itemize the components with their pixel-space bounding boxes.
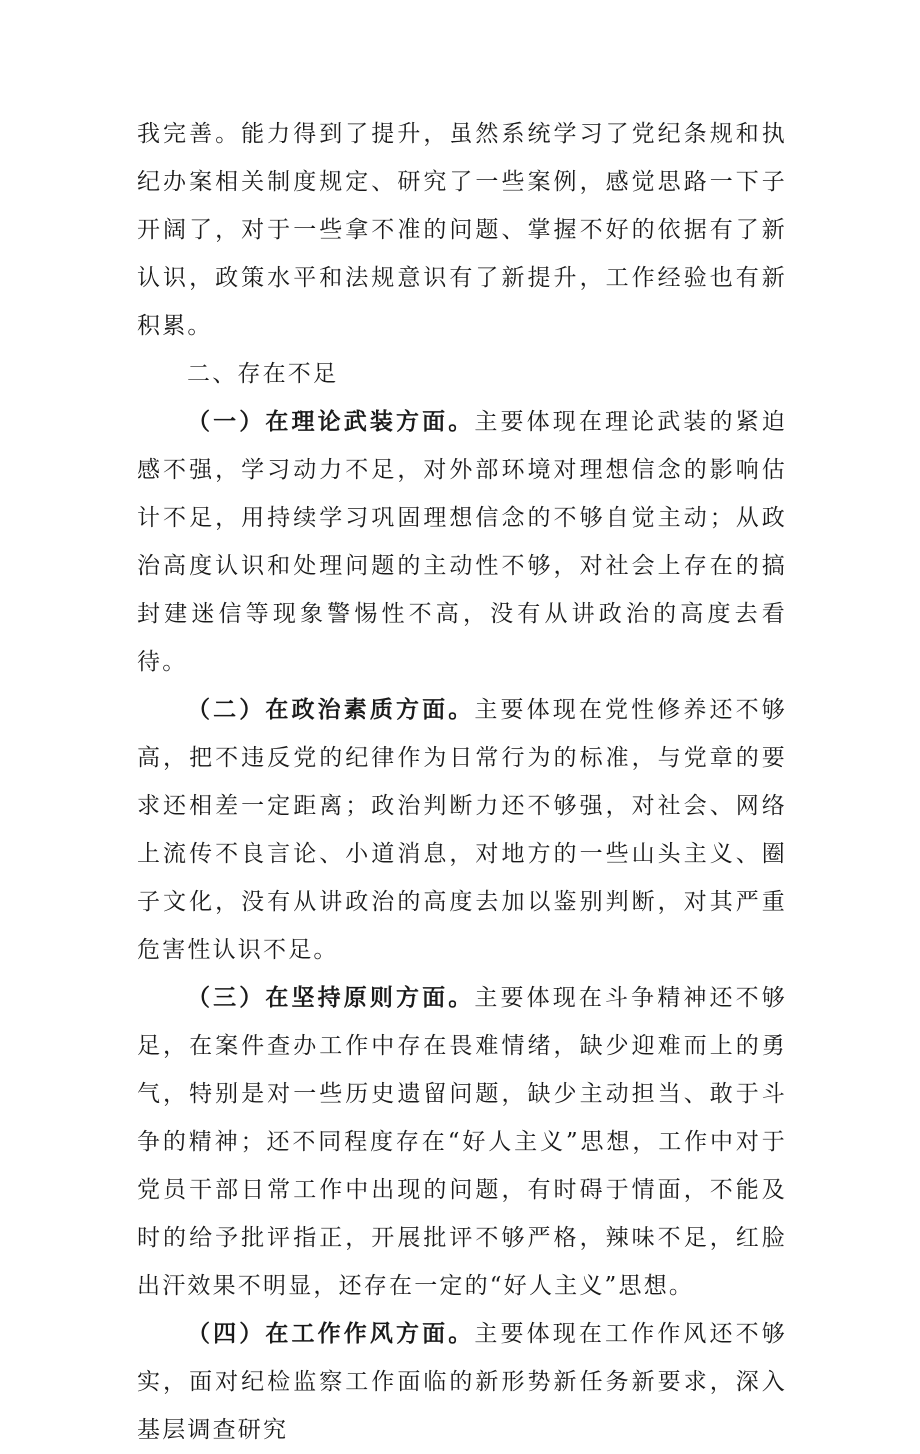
item-paragraph-1	[137, 398, 787, 686]
item-body-2: 主要体现在党性修养还不够高，把不违反党的纪律作为日常行为的标准，与党章的要求还相差一定距离；政治判断力还不够强，对社会、网络上流传不良言论、小道消息，对地方的一些山头主义、圈子文化，没有从讲政治的高度去加以鉴别判断，对其严重危害性认识不足。	[137, 697, 788, 963]
item-title-1: （一）在理论武装方面。	[187, 409, 475, 435]
intro-paragraph: 我完善。能力得到了提升，虽然系统学习了党纪条规和执纪办案相关制度规定、研究了一些案例，感觉思路一下子开阔了，对于一些拿不准的问题、掌握不好的依据有了新认识，政策水平和法规意识有了新提升，工作经验也有新积累。	[137, 121, 787, 339]
item-paragraph-2	[137, 686, 787, 974]
item-title-3: （三）在坚持原则方面。	[187, 985, 475, 1011]
item-body-3: 主要体现在斗争精神还不够足，在案件查办工作中存在畏难情绪，缺少迎难而上的勇气，特别是对一些历史遗留问题，缺少主动担当、敢于斗争的精神；还不同程度存在“好人主义”思想，工作中对于党员干部日常工作中出现的问题，有时碍于情面，不能及时的给予批评指正，开展批评不够严格，辣味不足，红脸出汗效果不明显，还存在一定的“好人主义”思想。	[137, 985, 788, 1299]
item-title-2: （二）在政治素质方面。	[187, 697, 475, 723]
section-heading: 二、存在不足	[187, 361, 339, 387]
item-paragraph-3	[137, 974, 787, 1310]
item-body-4: 主要体现在工作作风还不够实，面对纪检监察工作面临的新形势新任务新要求，深入基层调查研究	[137, 1321, 788, 1443]
item-paragraph-4	[137, 1310, 787, 1454]
item-title-4: （四）在工作作风方面。	[187, 1321, 475, 1347]
document-body	[137, 110, 787, 1454]
item-body-1: 主要体现在理论武装的紧迫感不强，学习动力不足，对外部环境对理想信念的影响估计不足，用持续学习巩固理想信念的不够自觉主动；从政治高度认识和处理问题的主动性不够，对社会上存在的搞封建迷信等现象警惕性不高，没有从讲政治的高度去看待。	[137, 409, 788, 675]
